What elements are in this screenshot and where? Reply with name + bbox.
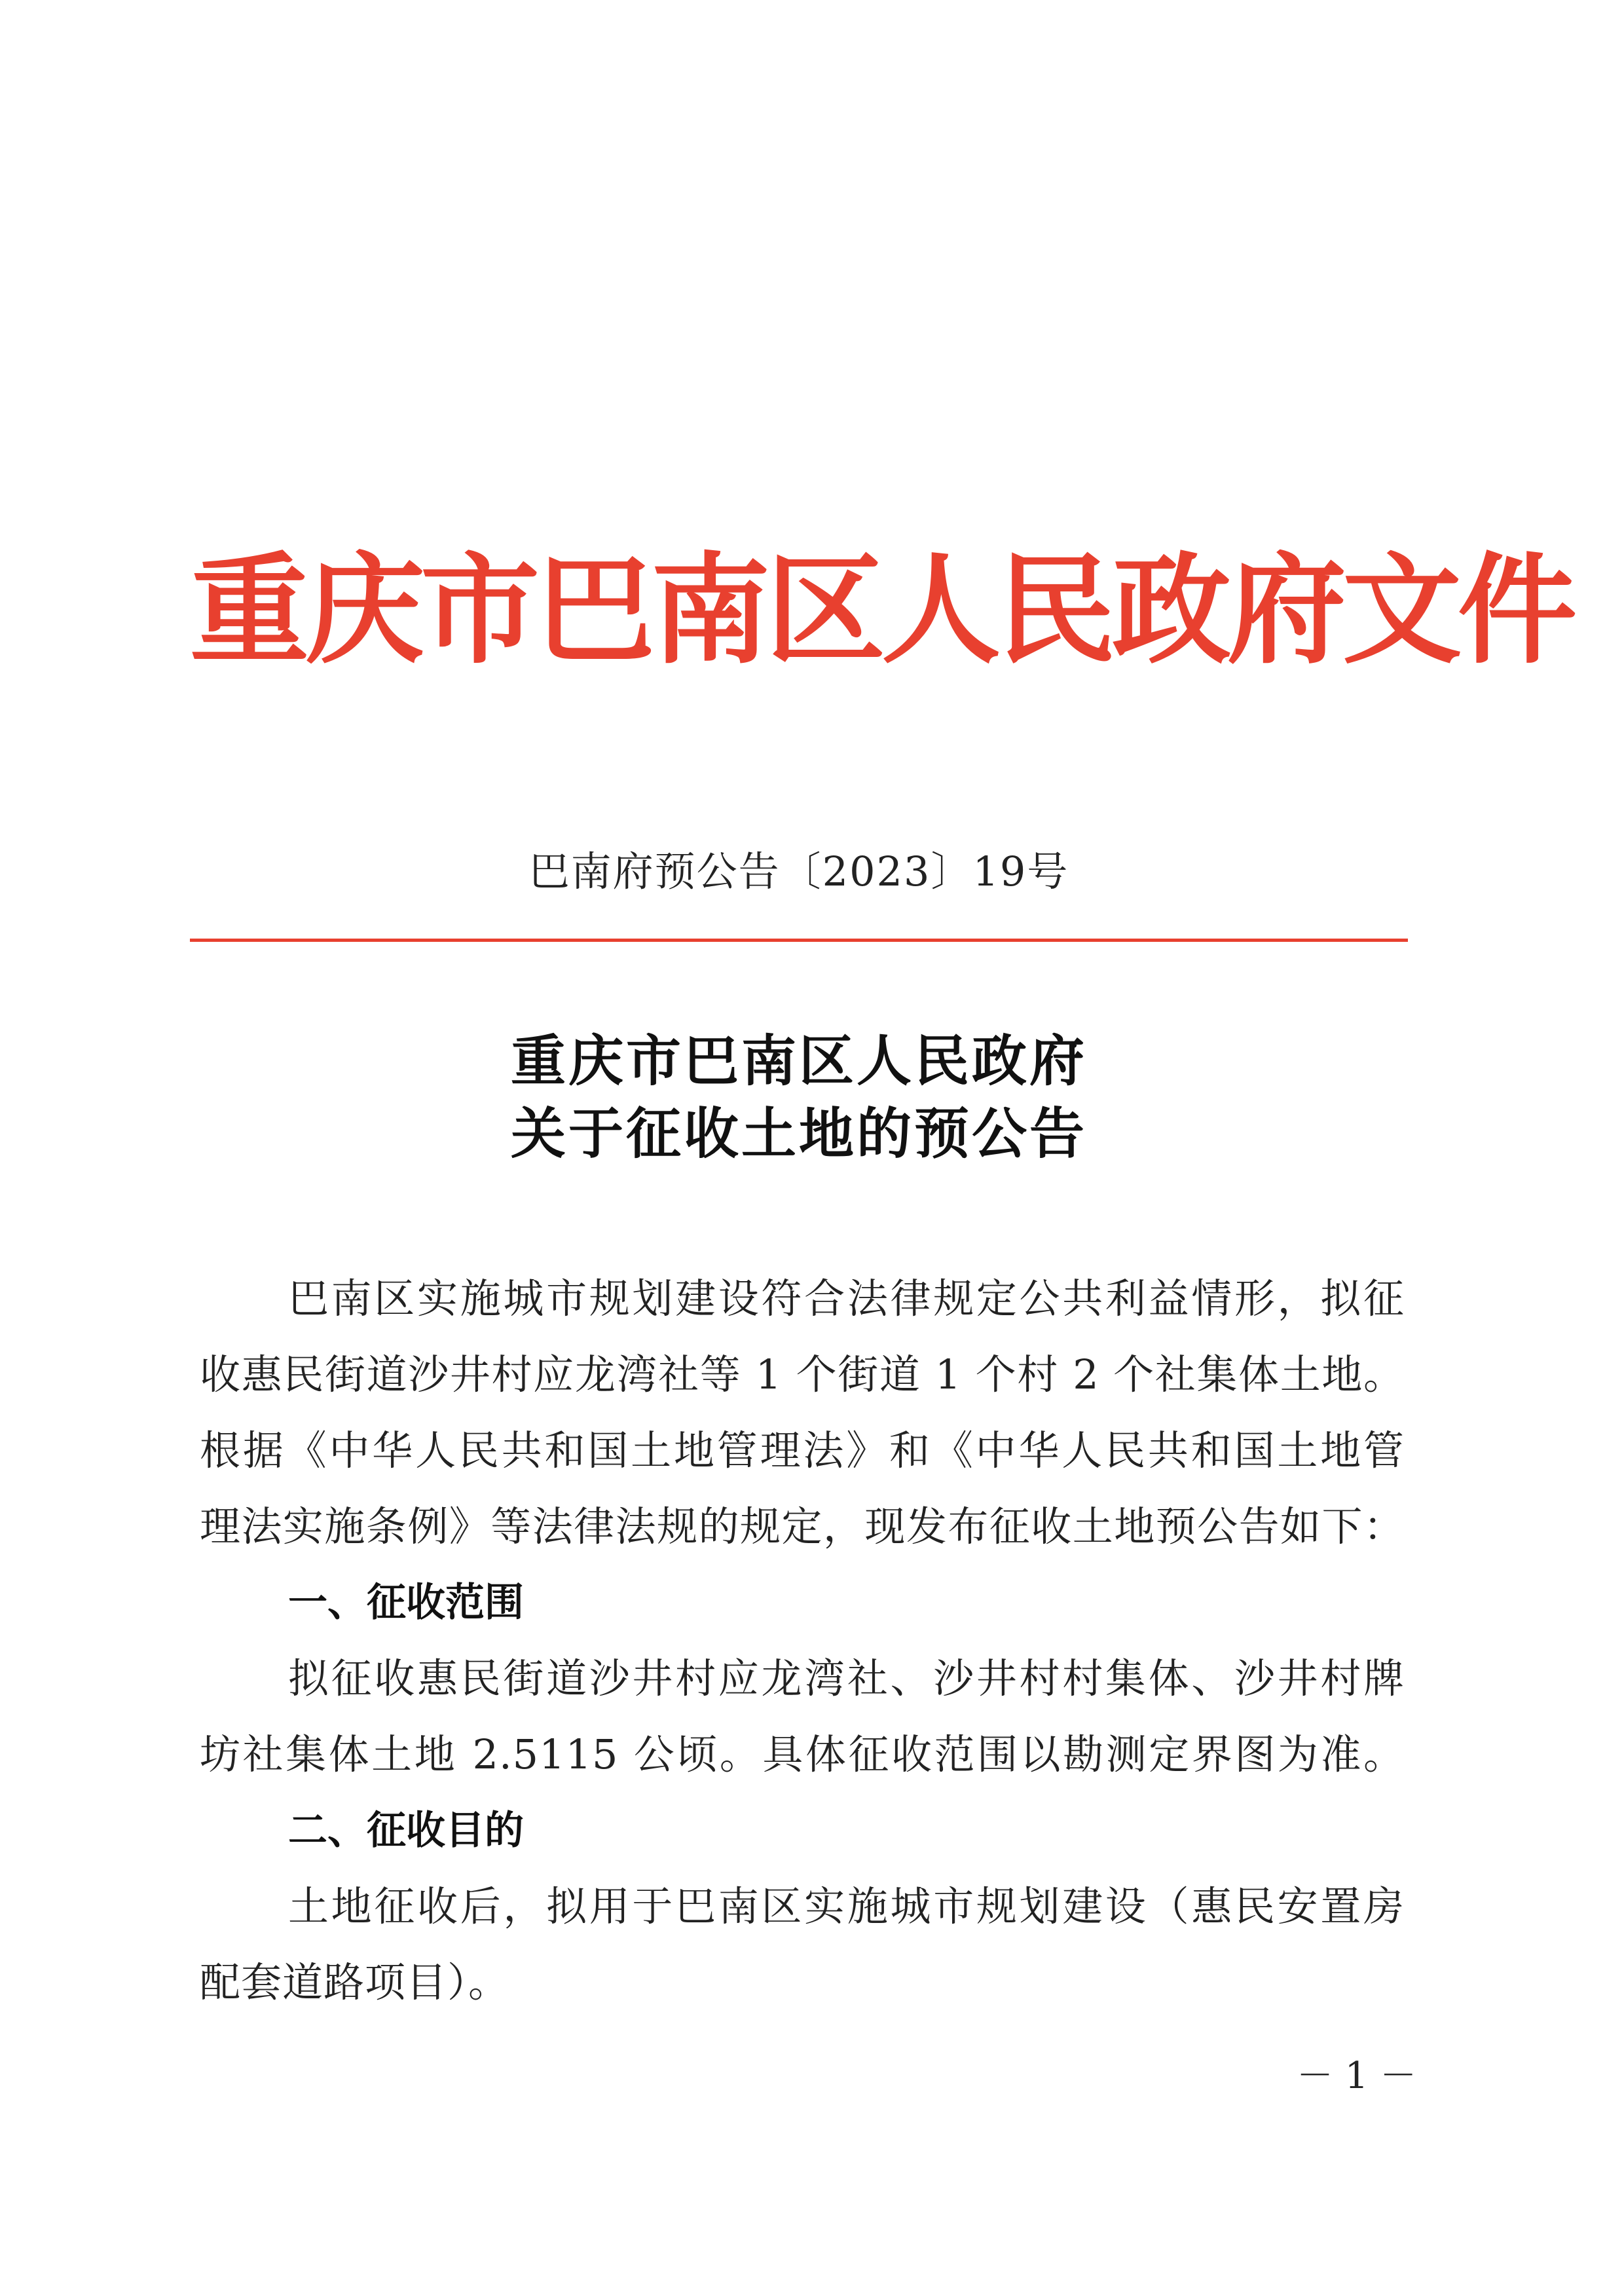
paragraph-line: 土地征收后，拟用于巴南区实施城市规划建设（惠民安置房 [288, 1882, 1405, 1930]
page-number: － 1 － [1297, 2055, 1417, 2097]
paragraph-line: 收惠民街道沙井村应龙湾社等 1 个街道 1 个村 2 个社集体土地。 [200, 1351, 1405, 1398]
section-paragraph-scope [200, 1641, 1405, 1793]
notice-title-line-1: 重庆市巴南区人民政府 [510, 1028, 1087, 1093]
paragraph-line: 理法实施条例》等法律法规的规定，现发布征收土地预公告如下： [200, 1502, 1405, 1550]
section-paragraph-purpose [200, 1869, 1405, 2021]
paragraph-line: 巴南区实施城市规划建设符合法律规定公共利益情形，拟征 [288, 1275, 1405, 1322]
paragraph-line: 配套道路项目）。 [200, 1958, 510, 2006]
notice-title [190, 1025, 1408, 1170]
notice-title-line-2: 关于征收土地的预公告 [510, 1100, 1087, 1166]
agency-header-title: 重庆市巴南区人民政府文件 [190, 540, 1573, 680]
red-divider-line [190, 939, 1408, 942]
notice-body [200, 1261, 1405, 2021]
paragraph-line: 拟征收惠民街道沙井村应龙湾社、沙井村村集体、沙井村牌 [288, 1654, 1405, 1702]
intro-paragraph [200, 1261, 1405, 1565]
document-number: 巴南府预公告〔2023〕19号 [528, 848, 1069, 895]
paragraph-line: 坊社集体土地 2.5115 公顷。具体征收范围以勘测定界图为准。 [200, 1730, 1405, 1778]
paragraph-line: 根据《中华人民共和国土地管理法》和《中华人民共和国土地管 [200, 1427, 1405, 1474]
section-heading-purpose: 二、征收目的 [288, 1808, 524, 1854]
section-heading-scope: 一、征收范围 [288, 1580, 524, 1626]
